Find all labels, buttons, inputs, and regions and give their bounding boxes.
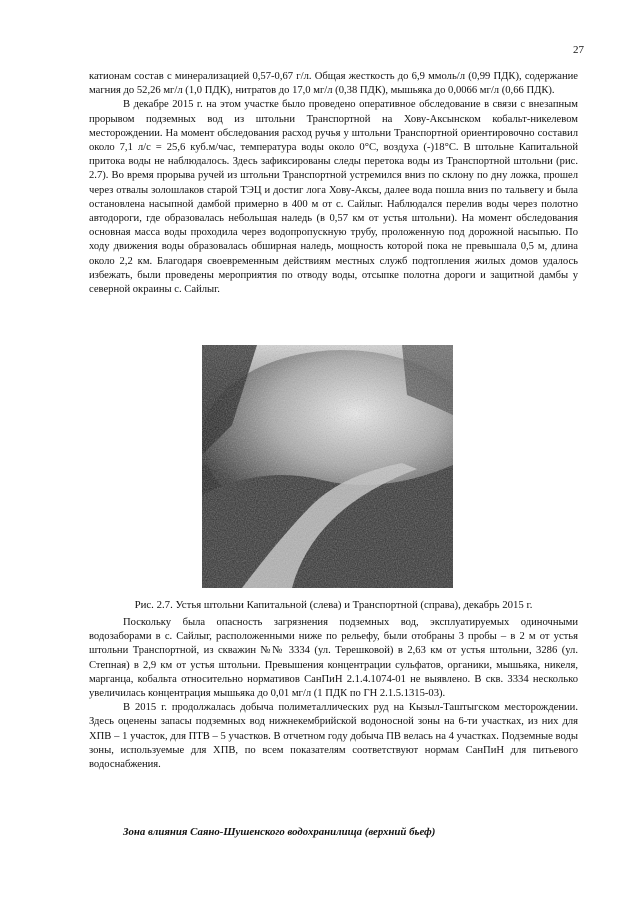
figure-photo-adit-mouths <box>202 345 453 588</box>
section-heading: Зона влияния Саяно-Шушенского водохранилища (верхний бьеф) <box>123 826 436 838</box>
paragraph-breakthrough-survey: В декабре 2015 г. на этом участке было проведено оперативное обследование в связи с внезапным прорывом подземных вод из штольни Транспортной на Хову-Аксынском кобальт-никелевом месторождении. На момент обследования расход ручья у штольни Транспортной ориентировочно составил около 7,1 л/с = 25,6 куб.м/час, температура воды около 0°С, воздуха (-)18°С. В штольне Капитальной притока воды не наблюдалось. Здесь зафиксированы следы перетока воды из Транспортной штольни (рис. 2.7). Во время прорыва ручей из штольни Транспортной устремился вниз по склону по дну ложка, прошел через отвалы золошлаков старой ТЭЦ и достиг лога Хову-Аксы, далее вода пошла вниз по тальвегу и была остановлена насыпной дамбой примерно в 400 м от с. Сайлыг. Наблюдался перелив воды через полотно автодороги, где образовалась небольшая наледь (в 0,57 км от устья штольни). На момент обследования основная масса воды проходила через водопропускную трубу, проложенную под дорожной насыпью. По ходу движения воды образовалась обширная наледь, мощность которой пока не превышала 0,5 м, длина около 2,2 км. Благодаря своевременным действиям местных служб подтопления жилых домов удалось избежать, были проведены мероприятия по отводу воды, отсыпке полотна дороги и защитной дамбы у северной окраины с. Сайлыг. <box>89 99 578 296</box>
paragraph-water-composition: катионам состав с минерализацией 0,57-0,67 г/л. Общая жесткость до 6,9 ммоль/л (0,99 ПДК), содержание магния до 52,26 мг/л (1,0 ПДК), нитратов до 17,0 мг/л (0,38 ПДК), мышьяка до 0,0066 мг/л (0,66 ПДК). <box>89 71 578 97</box>
photo-image <box>202 345 453 588</box>
page-number: 27 <box>573 44 584 56</box>
text-block-top <box>89 70 578 297</box>
figure-caption: Рис. 2.7. Устья штольни Капитальной (слева) и Транспортной (справа), декабрь 2015 г. <box>134 599 533 611</box>
paragraph-mining: В 2015 г. продолжалась добыча полиметаллических руд на Кызыл-Таштыгском месторождении. Здесь оценены запасы подземных вод нижнекембрийской водоносной зоны на 6-ти участках, из них для ХПВ – 1 участок, для ПТВ – 5 участков. В отчетном году добыча ПВ велась на 4 участках. Подземные воды зоны, используемые для ХПВ, по всем показателям соответствуют нормам СанПиН для питьевого водоснабжения. <box>89 702 578 771</box>
text-block-bottom <box>89 616 578 772</box>
paragraph-sampling: Поскольку была опасность загрязнения подземных вод, эксплуатируемых одиночными водозаборами в с. Сайлыг, расположенными ниже по рельефу, были отобраны 3 пробы – в 2 м от устья штольни Транспортной, из скважин №№ 3334 (ул. Терешковой) в 2,63 км от устья штольни, 3286 (ул. Степная) в 2,9 км от устья штольни. Превышения концентрации сульфатов, органики, мышьяка, никеля, марганца, кобальта относительно нормативов СанПиН 2.1.4.1074-01 не выявлено. В скв. 3334 несколько увеличилась концентрация мышьяка до 0,01 мг/л (1 ПДК по ГН 2.1.5.1315-03). <box>89 617 578 700</box>
